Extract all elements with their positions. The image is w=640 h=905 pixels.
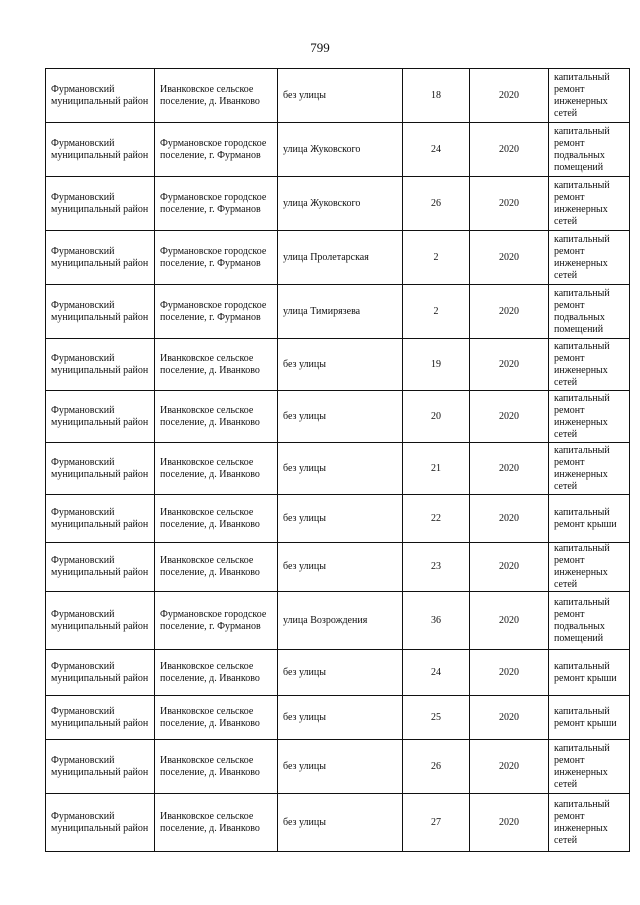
settlement-cell: Иванковское сельское поселение, д. Иванково [155,69,278,123]
work-type-cell: капитальный ремонт инженерных сетей [549,391,630,443]
settlement-cell: Фурмановское городское поселение, г. Фурманов [155,231,278,285]
year-cell: 2020 [470,495,549,543]
table-row [46,69,630,123]
street-cell: улица Пролетарская [278,231,403,285]
street-cell: без улицы [278,339,403,391]
year-cell: 2020 [470,740,549,794]
table-row [46,339,630,391]
table-row [46,231,630,285]
house-number-cell: 22 [403,495,470,543]
house-number-cell: 26 [403,177,470,231]
house-number-cell: 26 [403,740,470,794]
district-cell: Фурмановский муниципальный район [46,740,155,794]
street-cell: без улицы [278,740,403,794]
house-number-cell: 24 [403,650,470,696]
settlement-cell: Иванковское сельское поселение, д. Иванково [155,495,278,543]
table-row [46,495,630,543]
table-row [46,443,630,495]
work-type-cell: капитальный ремонт инженерных сетей [549,740,630,794]
district-cell: Фурмановский муниципальный район [46,696,155,740]
year-cell: 2020 [470,69,549,123]
table-body [46,69,630,852]
work-type-cell: капитальный ремонт крыши [549,650,630,696]
settlement-cell: Фурмановское городское поселение, г. Фурманов [155,592,278,650]
year-cell: 2020 [470,123,549,177]
table-row [46,543,630,592]
settlement-cell: Иванковское сельское поселение, д. Иванково [155,794,278,852]
district-cell: Фурмановский муниципальный район [46,69,155,123]
work-type-cell: капитальный ремонт инженерных сетей [549,177,630,231]
table-row [46,592,630,650]
street-cell: без улицы [278,495,403,543]
house-number-cell: 2 [403,231,470,285]
street-cell: без улицы [278,443,403,495]
street-cell: без улицы [278,794,403,852]
district-cell: Фурмановский муниципальный район [46,391,155,443]
street-cell: без улицы [278,391,403,443]
house-number-cell: 27 [403,794,470,852]
work-type-cell: капитальный ремонт подвальных помещений [549,285,630,339]
house-number-cell: 2 [403,285,470,339]
district-cell: Фурмановский муниципальный район [46,443,155,495]
table-row [46,177,630,231]
street-cell: без улицы [278,650,403,696]
table-row [46,740,630,794]
year-cell: 2020 [470,794,549,852]
settlement-cell: Иванковское сельское поселение, д. Иванково [155,391,278,443]
work-type-cell: капитальный ремонт крыши [549,495,630,543]
work-type-cell: капитальный ремонт инженерных сетей [549,231,630,285]
year-cell: 2020 [470,443,549,495]
district-cell: Фурмановский муниципальный район [46,177,155,231]
table-row [46,285,630,339]
district-cell: Фурмановский муниципальный район [46,339,155,391]
table-row [46,650,630,696]
street-cell: без улицы [278,69,403,123]
street-cell: улица Тимирязева [278,285,403,339]
house-number-cell: 20 [403,391,470,443]
house-number-cell: 18 [403,69,470,123]
work-type-cell: капитальный ремонт инженерных сетей [549,543,630,592]
housing-repair-table [45,68,630,852]
settlement-cell: Фурмановское городское поселение, г. Фурманов [155,177,278,231]
district-cell: Фурмановский муниципальный район [46,794,155,852]
work-type-cell: капитальный ремонт инженерных сетей [549,794,630,852]
year-cell: 2020 [470,177,549,231]
year-cell: 2020 [470,231,549,285]
year-cell: 2020 [470,696,549,740]
year-cell: 2020 [470,592,549,650]
district-cell: Фурмановский муниципальный район [46,650,155,696]
district-cell: Фурмановский муниципальный район [46,543,155,592]
year-cell: 2020 [470,543,549,592]
street-cell: без улицы [278,696,403,740]
work-type-cell: капитальный ремонт инженерных сетей [549,69,630,123]
table-row [46,696,630,740]
table-row [46,391,630,443]
settlement-cell: Иванковское сельское поселение, д. Иванково [155,696,278,740]
work-type-cell: капитальный ремонт крыши [549,696,630,740]
year-cell: 2020 [470,650,549,696]
house-number-cell: 36 [403,592,470,650]
settlement-cell: Иванковское сельское поселение, д. Иванково [155,650,278,696]
district-cell: Фурмановский муниципальный район [46,495,155,543]
house-number-cell: 23 [403,543,470,592]
district-cell: Фурмановский муниципальный район [46,592,155,650]
district-cell: Фурмановский муниципальный район [46,123,155,177]
settlement-cell: Фурмановское городское поселение, г. Фурманов [155,123,278,177]
street-cell: улица Жуковского [278,177,403,231]
year-cell: 2020 [470,339,549,391]
street-cell: улица Жуковского [278,123,403,177]
street-cell: без улицы [278,543,403,592]
table-row [46,123,630,177]
settlement-cell: Иванковское сельское поселение, д. Иванково [155,443,278,495]
table-row [46,794,630,852]
settlement-cell: Иванковское сельское поселение, д. Иванково [155,339,278,391]
page-number: 799 [310,40,330,55]
settlement-cell: Иванковское сельское поселение, д. Иванково [155,543,278,592]
work-type-cell: капитальный ремонт инженерных сетей [549,443,630,495]
work-type-cell: капитальный ремонт подвальных помещений [549,123,630,177]
house-number-cell: 21 [403,443,470,495]
house-number-cell: 25 [403,696,470,740]
work-type-cell: капитальный ремонт подвальных помещений [549,592,630,650]
district-cell: Фурмановский муниципальный район [46,231,155,285]
settlement-cell: Фурмановское городское поселение, г. Фурманов [155,285,278,339]
house-number-cell: 24 [403,123,470,177]
year-cell: 2020 [470,285,549,339]
year-cell: 2020 [470,391,549,443]
work-type-cell: капитальный ремонт инженерных сетей [549,339,630,391]
house-number-cell: 19 [403,339,470,391]
district-cell: Фурмановский муниципальный район [46,285,155,339]
settlement-cell: Иванковское сельское поселение, д. Иванково [155,740,278,794]
street-cell: улица Возрождения [278,592,403,650]
